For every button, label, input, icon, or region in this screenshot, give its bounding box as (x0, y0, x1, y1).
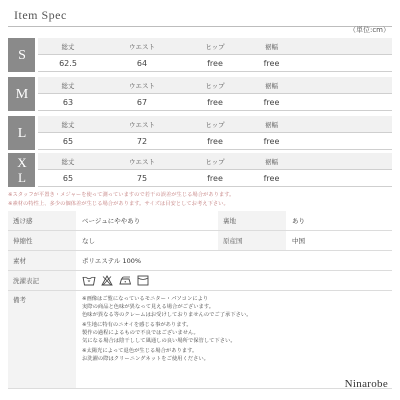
material-value: ポリエステル 100% (82, 257, 142, 265)
remarks-text (76, 291, 252, 388)
value-hem: free (244, 94, 299, 111)
value-hip: free (186, 94, 244, 111)
size-block-xl (8, 153, 392, 187)
value-waist: 64 (98, 55, 186, 72)
size-tab-l: L (8, 116, 35, 150)
size-table-s (38, 38, 392, 72)
stretch-label: 伸縮性 (8, 231, 76, 250)
value-hip: free (186, 170, 244, 187)
header-hem: 裾幅 (244, 153, 299, 170)
sheer-label: 透け感 (8, 211, 76, 230)
size-value-row (38, 170, 392, 187)
measurement-note: ※スタッフが平置き・メジャーを使って測っていますので若干の誤差が生じる場合があります。 (8, 192, 235, 198)
value-length: 62.5 (38, 55, 98, 72)
spec-table (8, 211, 392, 389)
remarks-label: 備考 (8, 291, 76, 388)
header-hip: ヒップ (186, 77, 244, 94)
value-waist: 75 (98, 170, 186, 187)
size-value-row (38, 55, 392, 72)
spec-row-care (8, 271, 392, 291)
header-hip: ヒップ (186, 153, 244, 170)
lining-value: あり (292, 217, 305, 225)
size-block-m (8, 77, 392, 111)
material-note: ※素材の特性上、多少の個体差が生じる場合があります。サイズは目安としてお考え下さい。 (8, 201, 229, 207)
value-hem: free (244, 55, 299, 72)
wash-tub-icon (82, 275, 96, 286)
header-waist: ウエスト (98, 38, 186, 55)
spec-row-sheer-lining (8, 211, 392, 231)
size-value-row (38, 94, 392, 111)
value-length: 63 (38, 94, 98, 111)
remark-line: お洗濯の際はクリーニングネットをご使用ください。 (82, 356, 209, 362)
material-label: 素材 (8, 251, 76, 270)
size-table-l (38, 116, 392, 150)
remark-line: 実際の商品と色味が異なって見える場合がございます。 (82, 304, 214, 310)
origin-label: 原産国 (218, 231, 286, 250)
value-hip: free (186, 55, 244, 72)
header-hip: ヒップ (186, 116, 244, 133)
value-waist: 72 (98, 133, 186, 150)
size-header-row (38, 38, 392, 55)
size-value-row (38, 133, 392, 150)
remark-line: ※生地に特有のニオイを感じる事があります。 (82, 322, 192, 328)
value-hem: free (244, 133, 299, 150)
header-length: 総丈 (38, 38, 98, 55)
size-header-row (38, 153, 392, 170)
remark-line: ※画像はご覧になっているモニター・パソコンにより (82, 296, 209, 302)
no-bleach-icon (101, 275, 113, 286)
remark-line: 気になる場合は陰干しして風通しの良い場所で保管して下さい。 (82, 338, 236, 344)
care-icons (76, 271, 149, 290)
size-header-row (38, 116, 392, 133)
stretch-value: なし (82, 237, 95, 245)
size-tab-s: S (8, 38, 35, 72)
header-hem: 裾幅 (244, 77, 299, 94)
header-waist: ウエスト (98, 77, 186, 94)
spec-row-remarks (8, 291, 392, 389)
size-table-m (38, 77, 392, 111)
remark-line: ※太陽光によって退色が生じる場合があります。 (82, 348, 198, 354)
header-length: 総丈 (38, 153, 98, 170)
value-length: 65 (38, 133, 98, 150)
size-header-row (38, 77, 392, 94)
hang-dry-icon (137, 275, 149, 286)
header-hip: ヒップ (186, 38, 244, 55)
value-hip: free (186, 133, 244, 150)
spec-row-material (8, 251, 392, 271)
origin-value: 中国 (292, 237, 305, 245)
header-waist: ウエスト (98, 116, 186, 133)
title-divider (8, 26, 392, 27)
unit-label: （単位:cm） (348, 26, 390, 34)
value-hem: free (244, 170, 299, 187)
size-block-l (8, 116, 392, 150)
value-waist: 67 (98, 94, 186, 111)
value-length: 65 (38, 170, 98, 187)
iron-icon (118, 275, 132, 286)
size-table-xl (38, 153, 392, 187)
brand-logo: Ninarobe (344, 378, 388, 390)
header-length: 総丈 (38, 116, 98, 133)
header-waist: ウエスト (98, 153, 186, 170)
header-hem: 裾幅 (244, 116, 299, 133)
size-tab-m: M (8, 77, 35, 111)
size-block-s (8, 38, 392, 72)
size-tab-xl: XL (8, 153, 35, 187)
page-title: Item Spec (14, 8, 67, 22)
sheer-value: ベージュにややあり (82, 217, 141, 225)
header-hem: 裾幅 (244, 38, 299, 55)
header-length: 総丈 (38, 77, 98, 94)
remark-line: 色味が異なる等のクレームはお受けしておりませんのでご了承下さい。 (82, 312, 252, 318)
care-label: 洗濯表記 (8, 271, 76, 290)
remark-line: 製作の過程によるもので不良ではございません。 (82, 330, 199, 336)
spec-row-stretch-origin (8, 231, 392, 251)
lining-label: 裏地 (218, 211, 286, 230)
